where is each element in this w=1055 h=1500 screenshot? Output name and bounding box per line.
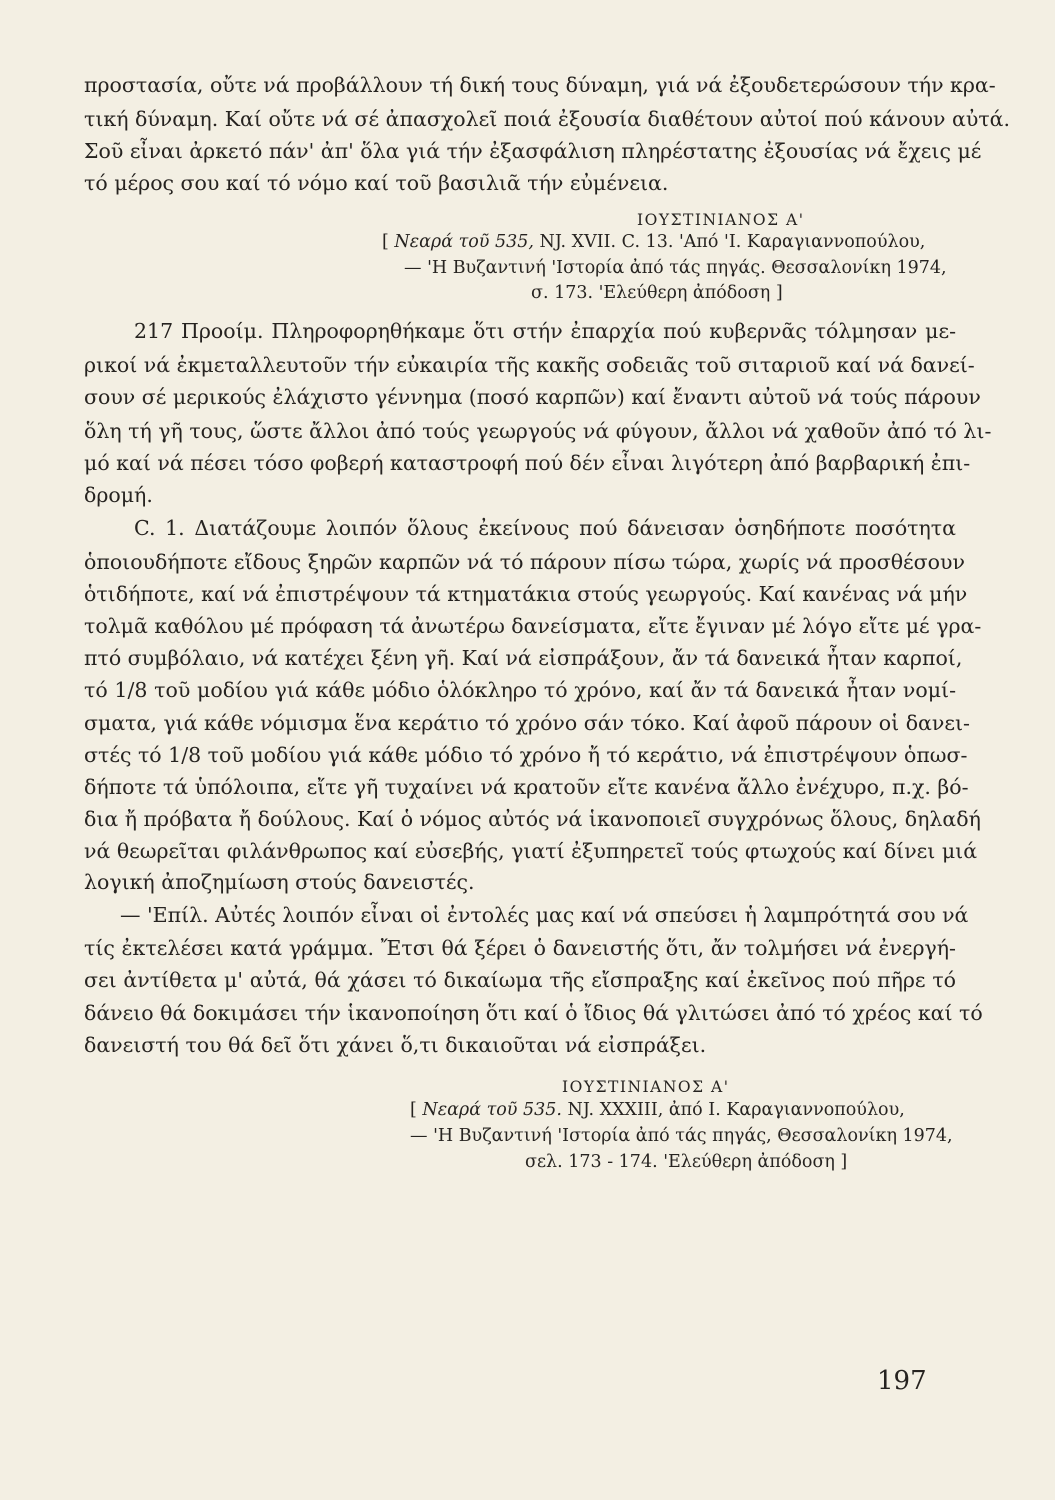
text-line: μό καί νά πέσει τόσο φοβερή καταστροφή πού δέν εἶναι λιγότερη ἀπό βαρβαρική ἐπι- [84,451,971,475]
text-line: λογική ἀποζημίωση στούς δανειστές. [84,870,475,894]
citation-source: ΝJ. XVII. C. 13. 'Από 'Ι. Καραγιαννοπούλου, [533,232,926,252]
text-line: τική δύναμη. Καί οὔτε νά σέ ἀπασχολεῖ ποιά ἐξουσία διαθέτουν αὐτοί πού κάνουν αὐτά. [84,107,1011,131]
text-line: Σοῦ εἶναι ἀρκετό πάν' ἀπ' ὅλα γιά τήν ἐξασφάλιση πληρέστατης ἐξουσίας νά ἔχεις μέ [84,139,982,163]
citation-title: Νεαρά τοῦ 535, [394,232,534,252]
text-line: ὅλη τή γῆ τους, ὥστε ἄλλοι ἀπό τούς γεωργούς νά φύγουν, ἄλλοι νά χαθοῦν ἀπό τό λι- [84,419,992,443]
text-line: ρικοί νά ἐκμεταλλευτοῦν τήν εὐκαιρία τῆς κακῆς σοδειᾶς τοῦ σιταριοῦ καί νά δανεί- [84,353,975,377]
text-line: δήποτε τά ὑπόλοιπα, εἴτε γῆ τυχαίνει νά κρατοῦν εἴτε κανένα ἄλλο ἐνέχυρο, π.χ. βό- [84,775,969,799]
text-line: δανειστή του θά δεῖ ὅτι χάνει ὅ,τι δικαιοῦται νά εἰσπράξει. [84,1033,707,1057]
text-line: ὁτιδήποτε, καί νά ἐπιστρέψουν τά κτηματάκια στούς γεωργούς. Καί κανένας νά μήν [84,582,968,606]
text-line: τό μέρος σου καί τό νόμο καί τοῦ βασιλιᾶ τήν εὐμένεια. [84,171,669,195]
text-line: δάνειο θά δοκιμάσει τήν ἱκανοποίηση ὅτι καί ὁ ἴδιος θά γλιτώσει ἀπό τό χρέος καί τό [84,1001,983,1025]
citation-author: ΙΟΥΣΤΙΝΙΑΝΟΣ Α' [562,1078,730,1096]
citation-line [410,1098,905,1122]
text-line: πτό συμβόλαιο, νά κατέχει ξένη γῆ. Καί νά εἰσπράξουν, ἄν τά δανεικά ἦταν καρποί, [84,646,963,670]
citation-line: — 'Η Βυζαντινή 'Ιστορία ἀπό τάς πηγάς, Θεσσαλονίκη 1974, [410,1126,953,1146]
text-line: C. 1. Διατάζουμε λοιπόν ὅλους ἐκείνους πού δάνεισαν ὁσηδήποτε ποσότητα [134,516,956,540]
citation-line: — 'Η Βυζαντινή 'Ιστορία ἀπό τάς πηγάς. Θεσσαλονίκη 1974, [404,258,947,278]
citation-line: σ. 173. 'Ελεύθερη ἀπόδοση ] [531,283,783,303]
text-line: σει ἀντίθετα μ' αὐτά, θά χάσει τό δικαίωμα τῆς εἴσπραξης καί ἐκεῖνος πού πῆρε τό [84,968,956,992]
text-line: τολμᾶ καθόλου μέ πρόφαση τά ἀνωτέρω δανείσματα, εἴτε ἔγιναν μέ λόγο εἴτε μέ γρα- [84,614,982,638]
text-line: σματα, γιά κάθε νόμισμα ἕνα κεράτιο τό χρόνο σάν τόκο. Καί ἀφοῦ πάρουν οἱ δανει- [84,711,970,735]
text-line: στές τό 1/8 τοῦ μοδίου γιά κάθε μόδιο τό χρόνο ἤ τό κεράτιο, νά ἐπιστρέψουν ὁπωσ- [84,743,968,767]
citation-source: ΝJ. XXXIII, ἀπό Ι. Καραγιαννοπούλου, [561,1100,905,1120]
text-line: ὁποιουδήποτε εἴδους ξηρῶν καρπῶν νά τό πάρουν πίσω τώρα, χωρίς νά προσθέσουν [84,550,965,574]
text-line: προστασία, οὔτε νά προβάλλουν τή δική τους δύναμη, γιά νά ἐξουδετερώσουν τήν κρα- [84,73,996,97]
text-line: 217 Προοίμ. Πληροφορηθήκαμε ὅτι στήν ἐπαρχία πού κυβερνᾶς τόλμησαν με- [134,319,956,343]
text-line: τό 1/8 τοῦ μοδίου γιά κάθε μόδιο ὁλόκληρο τό χρόνο, καί ἄν τά δανεικά ἦταν νομί- [84,678,956,702]
text-line: — 'Επίλ. Αὐτές λοιπόν εἶναι οἱ ἐντολές μας καί νά σπεύσει ἡ λαμπρότητά σου νά [120,903,969,927]
page-number: 197 [877,1366,927,1396]
citation-line: σελ. 173 - 174. 'Ελεύθερη ἀπόδοση ] [525,1152,848,1172]
citation-title: Νεαρά τοῦ 535. [422,1100,562,1120]
citation-author: ΙΟΥΣΤΙΝΙΑΝΟΣ Α' [637,211,805,229]
text-line: τίς ἐκτελέσει κατά γράμμα. Ἔτσι θά ξέρει ὁ δανειστής ὅτι, ἄν τολμήσει νά ἐνεργή- [84,936,956,960]
citation-bracket: [ [410,1100,423,1120]
text-line: δια ἤ πρόβατα ἤ δούλους. Καί ὁ νόμος αὐτός νά ἱκανοποιεῖ συγχρόνως ὅλους, δηλαδή [84,807,981,831]
citation-bracket: [ [382,232,395,252]
citation-line [382,230,925,254]
text-line: σουν σέ μερικούς ἐλάχιστο γέννημα (ποσό καρπῶν) καί ἔναντι αὐτοῦ νά τούς πάρουν [84,385,981,409]
text-line: δρομή. [84,483,153,507]
text-line: νά θεωρεῖται φιλάνθρωπος καί εὐσεβής, γιατί ἐξυπηρετεῖ τούς φτωχούς καί δίνει μιά [84,839,978,863]
